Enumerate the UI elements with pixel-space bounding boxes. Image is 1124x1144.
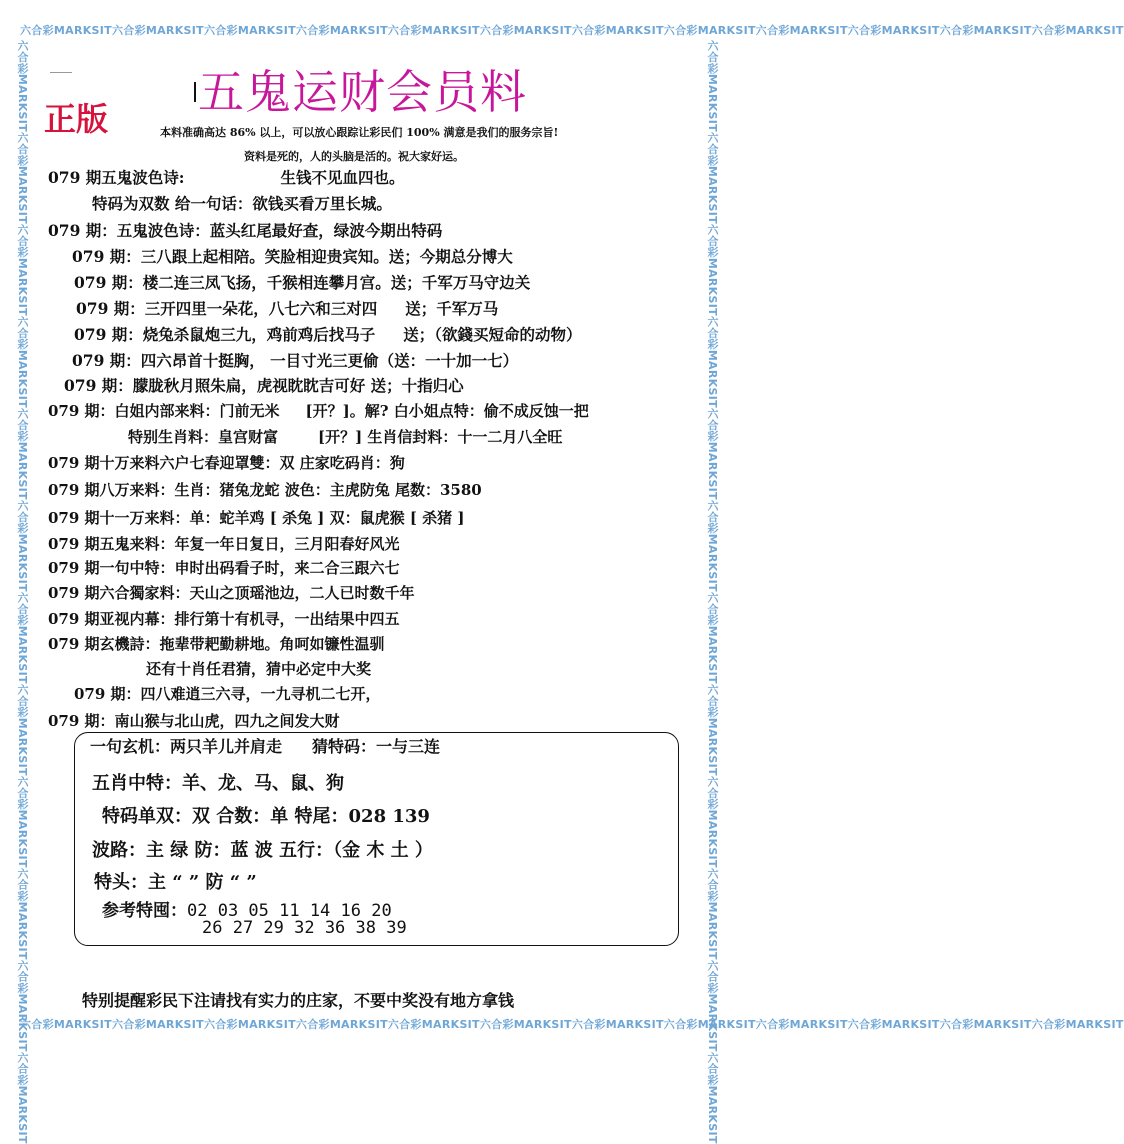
box-wave: 波路：主 绿 防：蓝 波 五行：（金 木 土 ） — [92, 840, 433, 861]
line-15: 079 期五鬼来料：年复一年日复日，三月阳春好风光 — [48, 535, 400, 553]
line-9: 079 期：朦胧秋月照朱扁，虎视眈眈吉可好 送；十指归心 — [64, 376, 464, 395]
box-head: 特头：主 “ ” 防 “ ” — [94, 872, 257, 893]
line-4: 079 期：三八跟上起相陪。笑脸相迎贵宾知。送；今期总分博大 — [72, 247, 513, 266]
watermark-bottom: 六合彩MARKSIT六合彩MARKSIT六合彩MARKSIT六合彩MARKSIT六合彩MARKSIT六合彩MARKSIT六合彩MARKSIT六合彩MARKSIT六合彩MARKSIT六合彩MARKSIT六合彩MARKSIT六合彩MARKSIT — [20, 1018, 1124, 1031]
watermark-right: 六合彩MARKSIT六合彩MARKSIT六合彩MARKSIT六合彩MARKSIT六合彩MARKSIT六合彩MARKSIT六合彩MARKSIT六合彩MARKSIT六合彩MARKSIT六合彩MARKSIT六合彩MARKSIT六合彩MARKSIT — [706, 40, 719, 1144]
subtitle-luck: 资料是死的，人的头脑是活的。祝大家好运。 — [244, 150, 464, 163]
line-10: 079 期：白姐内部来料：门前无米 [开？]。解? 白小姐点特：偷不成反蚀一把 — [48, 402, 589, 420]
seal-zhengban: 正版 — [44, 100, 109, 138]
line-3: 079 期：五鬼波色诗：蓝头红尾最好查，绿波今期出特码 — [48, 221, 443, 240]
header-mark — [50, 72, 72, 73]
line-18: 079 期亚视内幕：排行第十有机寻，一出结果中四五 — [48, 610, 400, 628]
line-16: 079 期一句中特：申时出码看子时，来二合三跟六七 — [48, 559, 400, 577]
page-title: 五鬼运财会员料 — [198, 56, 527, 122]
line-17: 079 期六合獨家料：天山之顶瑶池边，二人已时数千年 — [48, 584, 415, 602]
line-1: 079 期五鬼波色诗: 生钱不见血四也。 — [48, 168, 405, 187]
box-odd-even: 特码单双：双 合数：单 特尾：028 139 — [102, 806, 430, 827]
line-11: 特别生肖料：皇宫财富 [开？] 生肖信封料：十一二月八全旺 — [128, 428, 563, 446]
box-ref-row1: 参考特囤：02 03 05 11 14 16 20 — [102, 901, 392, 921]
line-8: 079 期：四六昂首十挺胸， 一目寸光三更偷（送：一十加一七） — [72, 351, 519, 370]
line-13: 079 期八万来料：生肖：猪兔龙蛇 波色：主虎防兔 尾数：3580 — [48, 481, 482, 499]
line-14: 079 期十一万来料：单：蛇羊鸡 [ 杀兔 ] 双：鼠虎猴 [ 杀猪 ] — [48, 509, 465, 527]
line-20: 还有十肖任君猜，猜中必定中大奖 — [146, 660, 372, 678]
box-riddle: 一句玄机：两只羊儿并肩走 猜特码：一与三连 — [90, 737, 441, 756]
footer-notice: 特别提醒彩民下注请找有实力的庄家，不要中奖没有地方拿钱 — [82, 991, 515, 1010]
line-21: 079 期：四八难逍三六寻，一九寻机二七开， — [74, 685, 381, 703]
watermark-top: 六合彩MARKSIT六合彩MARKSIT六合彩MARKSIT六合彩MARKSIT六合彩MARKSIT六合彩MARKSIT六合彩MARKSIT六合彩MARKSIT六合彩MARKSIT六合彩MARKSIT六合彩MARKSIT六合彩MARKSIT — [20, 24, 1124, 37]
line-7: 079 期：烧兔杀鼠炮三九，鸡前鸡后找马子 送；（欲錢买短命的动物） — [74, 325, 582, 344]
line-5: 079 期：楼二连三凤飞扬，千猴相连攀月宫。送；千军万马守边关 — [74, 273, 531, 292]
line-22: 079 期：南山猴与北山虎，四九之间发大财 — [48, 712, 340, 730]
line-6: 079 期：三开四里一朵花，八七六和三对四 送；千军万马 — [76, 299, 499, 318]
line-19: 079 期玄機詩：拖辈带耙勤耕地。角呵如镰性温驯 — [48, 635, 385, 653]
line-2: 特码为双数 给一句话：欲钱买看万里长城。 — [92, 194, 392, 213]
subtitle-accuracy: 本料准确高达 86% 以上，可以放心跟踪让彩民们 100% 满意是我们的服务宗旨! — [160, 126, 559, 139]
line-12: 079 期十万来料六户七春迎罩雙：双 庄家吃码肖：狗 — [48, 454, 405, 472]
box-five-zodiac: 五肖中特：羊、龙、马、鼠、狗 — [92, 773, 344, 794]
watermark-left: 六合彩MARKSIT六合彩MARKSIT六合彩MARKSIT六合彩MARKSIT六合彩MARKSIT六合彩MARKSIT六合彩MARKSIT六合彩MARKSIT六合彩MARKSIT六合彩MARKSIT六合彩MARKSIT六合彩MARKSIT — [16, 40, 29, 1144]
box-ref-row2: 26 27 29 32 36 38 39 — [202, 918, 407, 938]
